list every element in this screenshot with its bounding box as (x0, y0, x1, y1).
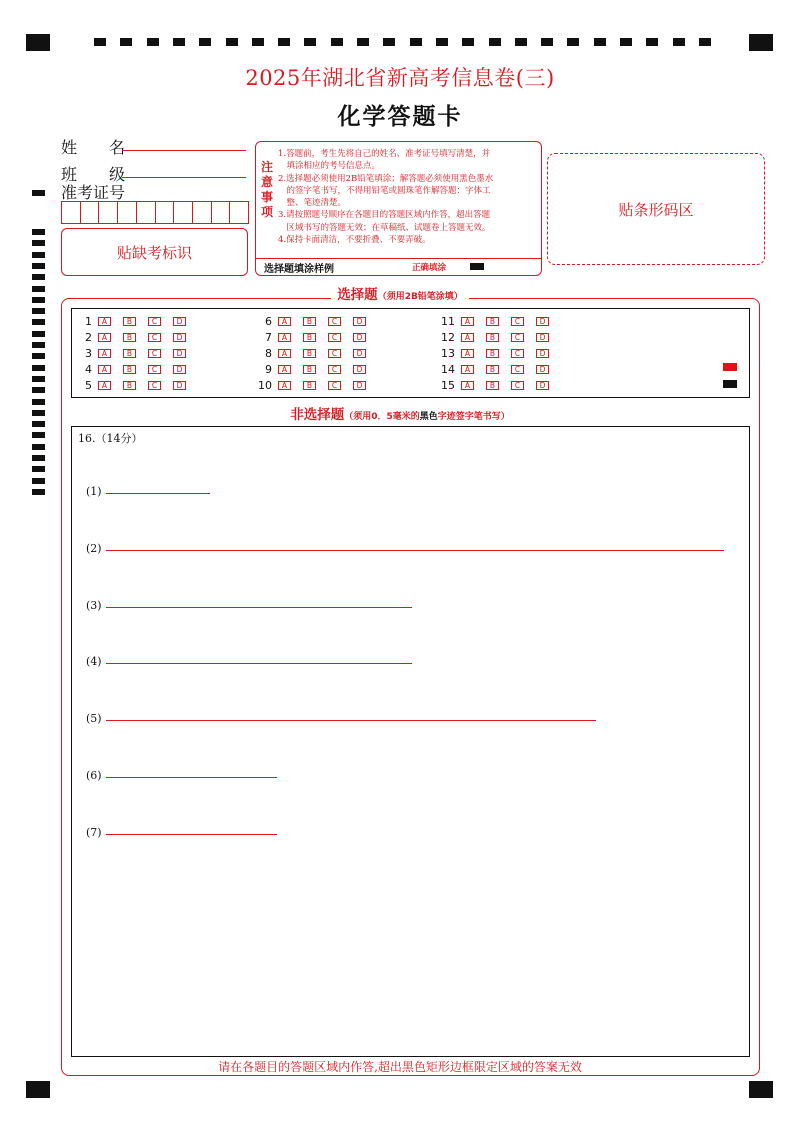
answer-bubble[interactable]: D (353, 365, 366, 374)
exam-title: 2025年湖北省新高考信息卷(三) (245, 66, 555, 90)
timing-mark (32, 319, 45, 325)
answer-bubble[interactable]: D (353, 349, 366, 358)
answer-bubble[interactable]: A (278, 381, 291, 390)
answer-bubble[interactable]: B (123, 333, 136, 342)
question-number: 2 (85, 330, 92, 344)
notice-heading-char: 事 (260, 190, 273, 204)
non-choice-note-prefix: （须用0．5毫米的 (344, 412, 420, 422)
question-number: 15 (441, 378, 455, 392)
timing-mark (304, 38, 316, 46)
answer-bubble[interactable]: C (148, 317, 161, 326)
answer-bubble[interactable]: C (328, 381, 341, 390)
missing-exam-sticker-area[interactable]: 贴缺考标识 (61, 228, 248, 276)
answer-bubble[interactable]: C (328, 349, 341, 358)
timing-mark (620, 38, 632, 46)
answer-bubble[interactable]: B (123, 365, 136, 374)
choice-question-row (70, 363, 198, 375)
boundary-warning-note: 请在各题目的答题区域内作答,超出黑色矩形边框限定区域的答案无效 (218, 1060, 582, 1074)
question-number: 6 (265, 314, 272, 328)
timing-mark (147, 38, 159, 46)
timing-mark (32, 240, 45, 246)
answer-bubble[interactable]: C (328, 317, 341, 326)
choice-question-row (70, 331, 198, 343)
exam-id-cell[interactable] (81, 202, 100, 223)
answer-bubble[interactable]: B (486, 381, 499, 390)
sub-question-label: (6) (86, 769, 102, 782)
timing-mark (32, 466, 45, 472)
answer-bubble[interactable]: B (486, 333, 499, 342)
answer-bubble[interactable]: C (511, 333, 524, 342)
answer-sheet-title: 化学答题卡 (337, 104, 463, 130)
answer-bubble[interactable]: D (353, 317, 366, 326)
answer-bubble[interactable]: B (303, 317, 316, 326)
sub-question-label: (4) (86, 655, 102, 668)
notice-line: 3.请按照题号顺序在各题目的答题区域内作答，超出答题 (278, 210, 491, 221)
answer-bubble[interactable]: A (461, 365, 474, 374)
correct-fill-label: 正确填涂 (412, 263, 447, 273)
notice-line: 填涂相应的考号信息点。 (278, 161, 381, 172)
answer-bubble[interactable]: D (536, 349, 549, 358)
sub-question-label: (1) (86, 485, 102, 498)
exam-id-cell[interactable] (156, 202, 175, 223)
exam-id-cell[interactable] (174, 202, 193, 223)
exam-id-cell[interactable] (62, 202, 81, 223)
choice-question-row (433, 331, 561, 343)
answer-bubble[interactable]: D (173, 317, 186, 326)
answer-bubble[interactable]: A (278, 317, 291, 326)
answer-bubble[interactable]: B (486, 317, 499, 326)
name-field[interactable] (122, 150, 246, 151)
timing-mark (32, 342, 45, 348)
question-number: 5 (85, 378, 92, 392)
answer-bubble[interactable]: A (278, 365, 291, 374)
name-label: 姓 名 (61, 138, 126, 157)
answer-line[interactable] (106, 493, 210, 494)
answer-bubble[interactable]: A (278, 349, 291, 358)
answer-line[interactable] (106, 607, 412, 608)
timing-mark (32, 190, 45, 196)
exam-id-cell[interactable] (99, 202, 118, 223)
question-number: 13 (441, 346, 455, 360)
non-choice-note-suffix: 字迹签字笔书写） (437, 412, 510, 422)
choice-question-row (250, 315, 378, 327)
non-choice-heading (0, 403, 800, 423)
answer-bubble[interactable]: C (328, 333, 341, 342)
timing-mark (357, 38, 369, 46)
sub-question-label: (2) (86, 542, 102, 555)
corner-mark-bottom-right (749, 1081, 773, 1098)
choice-question-row (70, 315, 198, 327)
answer-bubble[interactable]: A (98, 381, 111, 390)
timing-mark (594, 38, 606, 46)
answer-bubble[interactable]: B (123, 381, 136, 390)
timing-mark (32, 455, 45, 461)
timing-mark (32, 263, 45, 269)
answer-bubble[interactable]: A (461, 317, 474, 326)
sub-question-label: (3) (86, 599, 102, 612)
answer-bubble[interactable]: A (98, 365, 111, 374)
notice-text (278, 148, 536, 246)
corner-mark-top-left (26, 34, 50, 51)
notice-heading-char: 注 (260, 160, 273, 174)
corner-mark-bottom-left (26, 1081, 50, 1098)
answer-line[interactable] (106, 834, 277, 835)
timing-mark (278, 38, 290, 46)
answer-line[interactable] (106, 720, 596, 721)
answer-bubble[interactable]: B (303, 365, 316, 374)
answer-bubble[interactable]: D (353, 333, 366, 342)
exam-id-grid[interactable] (61, 201, 249, 224)
timing-mark (120, 38, 132, 46)
answer-bubble[interactable]: D (536, 317, 549, 326)
answer-bubble[interactable]: A (461, 333, 474, 342)
question-number: 14 (441, 362, 455, 376)
answer-bubble[interactable]: C (148, 381, 161, 390)
answer-bubble[interactable]: D (173, 365, 186, 374)
choice-question-row (433, 379, 561, 391)
notice-line: 2.选择题必须使用2B铅笔填涂；解答题必须使用黑色墨水 (278, 173, 494, 184)
answer-bubble[interactable]: C (511, 381, 524, 390)
barcode-sticker-area[interactable]: 贴条形码区 (547, 153, 765, 265)
timing-mark (252, 38, 264, 46)
non-choice-title: 非选择题 (290, 407, 345, 423)
question-number: 8 (265, 346, 272, 360)
answer-bubble[interactable]: C (511, 365, 524, 374)
timing-mark (32, 252, 45, 258)
sub-question-label: (7) (86, 826, 102, 839)
answer-bubble[interactable]: D (173, 349, 186, 358)
timing-mark (32, 432, 45, 438)
answer-bubble[interactable]: A (278, 333, 291, 342)
exam-id-cell[interactable] (212, 202, 231, 223)
answer-bubble[interactable]: A (461, 349, 474, 358)
answer-bubble[interactable]: B (303, 333, 316, 342)
answer-bubble[interactable]: B (303, 349, 316, 358)
exam-id-cell[interactable] (118, 202, 137, 223)
answer-bubble[interactable]: D (353, 381, 366, 390)
answer-bubble[interactable]: A (98, 349, 111, 358)
answer-bubble[interactable]: B (486, 365, 499, 374)
notice-line: 整、笔迹清楚。 (278, 198, 347, 209)
answer-bubble[interactable]: C (148, 333, 161, 342)
choice-question-row (70, 379, 198, 391)
timing-mark (567, 38, 579, 46)
notice-heading-char: 意 (260, 175, 273, 189)
question-number: 4 (85, 362, 92, 376)
timing-mark (699, 38, 711, 46)
exam-id-cell[interactable] (193, 202, 212, 223)
question-number: 1 (85, 314, 92, 328)
question-number: 7 (265, 330, 272, 344)
timing-mark (673, 38, 685, 46)
choice-question-row (433, 315, 561, 327)
timing-mark (32, 353, 45, 359)
timing-mark (462, 38, 474, 46)
answer-bubble[interactable]: C (148, 365, 161, 374)
timing-mark (32, 308, 45, 314)
answer-bubble[interactable]: C (511, 317, 524, 326)
notice-box (255, 141, 542, 276)
timing-mark (32, 365, 45, 371)
answer-bubble[interactable]: D (173, 333, 186, 342)
notice-heading (260, 160, 274, 220)
question-number: 9 (265, 362, 272, 376)
exam-id-cell[interactable] (137, 202, 156, 223)
timing-mark (646, 38, 658, 46)
timing-mark (173, 38, 185, 46)
answer-bubble[interactable]: A (98, 333, 111, 342)
answer-bubble[interactable]: B (486, 349, 499, 358)
timing-mark (32, 478, 45, 484)
answer-bubble[interactable]: A (461, 381, 474, 390)
answer-bubble[interactable]: A (98, 317, 111, 326)
choice-question-row (250, 347, 378, 359)
non-choice-note-black: 黑色 (419, 412, 438, 422)
timing-mark (199, 38, 211, 46)
correct-fill-example (470, 263, 484, 270)
timing-mark (32, 387, 45, 393)
answer-bubble[interactable]: B (123, 349, 136, 358)
answer-line[interactable] (106, 777, 277, 778)
multiple-choice-heading (0, 283, 800, 303)
timing-mark (331, 38, 343, 46)
timing-mark (94, 38, 106, 46)
question-16-label: 16.（14分） (78, 432, 143, 445)
answer-bubble[interactable]: B (123, 317, 136, 326)
answer-line[interactable] (106, 663, 412, 664)
timing-mark (383, 38, 395, 46)
timing-mark (226, 38, 238, 46)
answer-bubble[interactable]: D (536, 333, 549, 342)
timing-mark (489, 38, 501, 46)
timing-mark (32, 331, 45, 337)
answer-bubble[interactable]: C (148, 349, 161, 358)
choice-question-row (250, 379, 378, 391)
answer-bubble[interactable]: B (303, 381, 316, 390)
fill-sample-label: 选择题填涂样例 (264, 264, 334, 275)
answer-bubble[interactable]: C (511, 349, 524, 358)
red-position-marker (723, 363, 737, 371)
question-16-answer-box[interactable] (71, 426, 750, 1057)
fill-sample-row (256, 258, 541, 275)
notice-heading-char: 项 (260, 205, 273, 219)
timing-mark (32, 229, 45, 235)
notice-line: 的签字笔书写，不得用铅笔或圆珠笔作解答题：字体工 (278, 185, 491, 196)
exam-id-label: 准考证号 (61, 183, 126, 202)
choice-question-row (250, 363, 378, 375)
class-field[interactable] (122, 177, 246, 178)
question-number: 3 (85, 346, 92, 360)
timing-mark (541, 38, 553, 46)
notice-line: 1.答题前，考生先将自己的姓名、准考证号填写清楚，并 (278, 149, 491, 159)
corner-mark-top-right (749, 34, 773, 51)
multiple-choice-note: （须用2B铅笔涂填） (377, 292, 463, 302)
multiple-choice-title: 选择题 (337, 287, 378, 303)
answer-bubble[interactable]: D (536, 365, 549, 374)
question-number: 10 (258, 378, 272, 392)
timing-mark (515, 38, 527, 46)
timing-mark (32, 489, 45, 495)
black-position-marker (723, 380, 737, 388)
timing-mark (32, 274, 45, 280)
timing-mark (436, 38, 448, 46)
choice-question-row (70, 347, 198, 359)
timing-mark (32, 376, 45, 382)
answer-line[interactable] (106, 550, 724, 551)
exam-id-cell[interactable] (230, 202, 248, 223)
timing-mark (410, 38, 422, 46)
notice-line: 区域书写的答题无效；在草稿纸、试题卷上答题无效。 (278, 222, 491, 233)
answer-bubble[interactable]: D (536, 381, 549, 390)
answer-bubble[interactable]: C (328, 365, 341, 374)
question-number: 12 (441, 330, 455, 344)
sub-question-label: (5) (86, 712, 102, 725)
question-number: 11 (441, 314, 455, 328)
answer-bubble[interactable]: D (173, 381, 186, 390)
choice-question-row (433, 347, 561, 359)
non-choice-note (344, 412, 510, 422)
timing-mark (32, 444, 45, 450)
choice-question-row (433, 363, 561, 375)
choice-question-row (250, 331, 378, 343)
class-label: 班 级 (61, 165, 126, 184)
notice-line: 4.保持卡面清洁，不要折叠、不要弄破。 (278, 235, 431, 246)
